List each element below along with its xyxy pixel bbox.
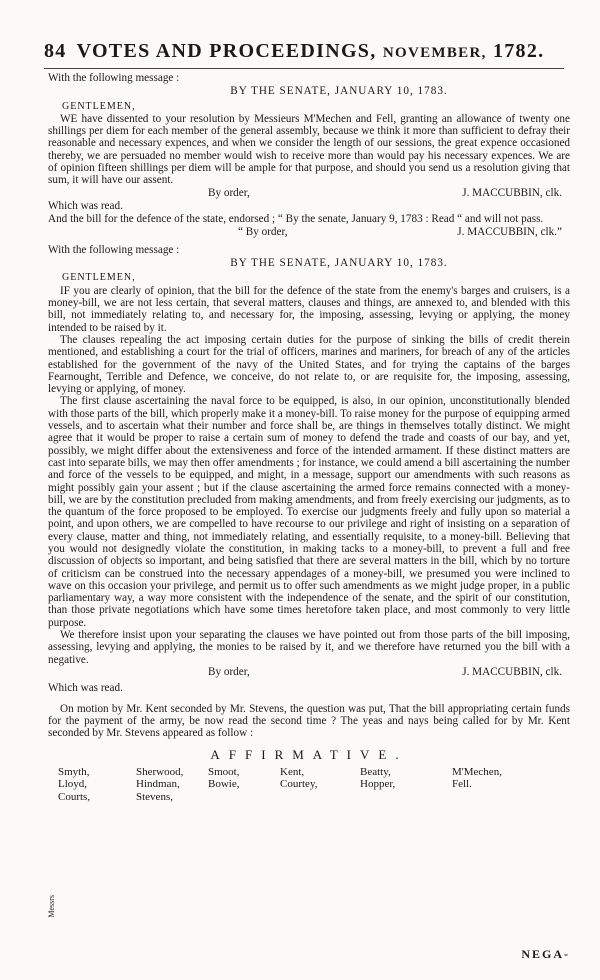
signature-line — [48, 226, 570, 238]
salutation: GENTLEMEN, — [62, 272, 136, 284]
title-month: NOVEMBER, — [382, 45, 487, 61]
affirmative-heading: AFFIRMATIVE. — [210, 747, 408, 763]
vote-name: Fell. — [452, 778, 472, 791]
senate-heading: BY THE SENATE, JANUARY 10, 1783. — [230, 257, 448, 270]
page-number: 84 — [44, 40, 67, 62]
vote-name: Bowie, — [208, 778, 240, 791]
vote-name: Stevens, — [136, 790, 173, 803]
vote-name: Hindman, — [136, 778, 180, 791]
read-line: Which was read. — [48, 199, 123, 212]
senate-heading: BY THE SENATE, JANUARY 10, 1783. — [230, 85, 448, 98]
signature-line — [48, 187, 570, 199]
vote-name: Smoot, — [208, 765, 240, 778]
by-order: By order, — [208, 665, 250, 678]
catchword: NEGA- — [521, 947, 570, 961]
read-line: Which was read. — [48, 682, 123, 695]
vote-name: Smyth, — [58, 765, 90, 778]
intro-line: With the following message : — [48, 72, 180, 84]
by-order: By order, — [208, 186, 250, 199]
vote-name: Sherwood, — [136, 765, 184, 778]
vote-name: Kent, — [280, 765, 305, 778]
by-order: “ By order, — [238, 225, 288, 238]
vote-name: Hopper, — [360, 778, 396, 791]
intro-line: With the following message : — [48, 243, 180, 256]
header-rule — [44, 68, 564, 69]
message-paragraph: The clauses repealing the act imposing certain duties for the purpose of sinking the bills of credit therein mentioned, and establishing a court for the trial of officers, marines and mariners, for breach of any of the articles established for the government of the navy of the United States, and for trying the captains of the barges Fearnought, Terrible and Defence, we conceive, do not relate to, or are requisite for, the imposing, assessing, levying or applying, of money. — [48, 333, 570, 396]
running-header — [44, 40, 564, 63]
clerk-signature: J. MACCUBBIN, clk. — [462, 186, 562, 199]
title-text: VOTES AND PROCEEDINGS, — [76, 40, 377, 62]
title-year: 1782. — [492, 40, 545, 62]
message-paragraph: IF you are clearly of opinion, that the bill for the defence of the state from the enemy's barges and cruisers, is a money-bill, we are not less certain, that several matters, clauses and things, are annexed to, and blended with this bill, not immediately relating to, and necessary for, the imposing, assessing, levying or applying, the money intended to be raised by it. — [48, 284, 570, 334]
document-body — [48, 72, 570, 803]
clerk-signature: J. MACCUBBIN, clk. — [462, 665, 562, 678]
vote-name: Courtey, — [280, 778, 318, 791]
message-paragraph: WE have dissented to your resolution by Messieurs M'Mechen and Fell, granting an allowance of twenty one shillings per diem for each member of the general assembly, because we think it more than sufficient to defray their reasonable and necessary expences, and when we consider the length of our sessions, the great expence occasioned thereby, we are persuaded no member would wish to receive more than would pay his necessary expences. We are of opinion fifteen shillings per diem will be ample for that purpose, and should you send us a resolution giving that sum, it will have our assent. — [48, 112, 570, 187]
vote-name: M'Mechen, — [452, 765, 502, 778]
message-paragraph: We therefore insist upon your separating the clauses we have pointed out from those parts of the bill imposing, assessing, levying and applying, the monies to be raised by it, and we therefore have returned you the bill with a negative. — [48, 629, 570, 666]
vote-name: Lloyd, — [58, 778, 88, 791]
message-paragraph: The first clause ascertaining the naval force to be equipped, is also, in our opinion, unconstitutionally blended with those parts of the bill, which properly make it a money-bill. To raise money for the purpose of equipping armed vessels, and to ascertain what their number and force shall be, are things in themselves totally distinct. We might agree that it would be proper to raise a certain sum of money to defend the trade and coasts of our bay, and yet, possibly, we might differ about the extensiveness and force of the intended armament. If these distinct matters are cast into separate bills, we may then offer amendments ; for instance, we could amend a bill ascertaining the number and force of the vessels to be equipped, and might, in a message, support our amendments with such reasons as might possibly gain your assent ; but if the clause ascertaining the armed force remains connected with a money-bill, we are by the constitution precluded from making amendments, and from freely exercising our judgments, as to the quantum of the force proposed to be employed. To exercise our judgments freely and fully upon so material a point, and upon others, we are compelled to have recourse to our privilege and right of insisting on a separation of every clause, matter and thing, not immediately relating, and essentially requisite, to a money-bill. Believing that you would not designedly violate the constitution, in making tacks to a money-bill, to prevent a full and free discussion of objects so important, and being satisfied that there are several matters in the bill, which by no torture of criticism can be construed into the necessary appendages of a money-bill, we presumed you were inclined to wave on this occasion your privilege, and permit us to offer such amendments as we might judge proper, in a public parliamentary way, a way more consistent with the independence of the senate, and the spirit of our constitution, than those private negotiations which have some times heretofore taken place, and most commonly to very little purpose. — [48, 395, 570, 629]
vote-name: Beatty, — [360, 765, 391, 778]
salutation: GENTLEMEN, — [62, 100, 136, 112]
vote-name: Courts, — [58, 790, 91, 803]
vote-names — [58, 766, 570, 804]
bill-endorsement: And the bill for the defence of the state, endorsed ; “ By the senate, January 9, 1783 : Read “ and will not pass. — [48, 213, 544, 226]
clerk-signature: J. MACCUBBIN, clk.” — [457, 225, 562, 238]
signature-line — [48, 666, 570, 678]
messrs-label: Messrs — [47, 895, 56, 918]
running-title — [77, 40, 564, 63]
motion-paragraph: On motion by Mr. Kent seconded by Mr. Stevens, the question was put, That the bill appropriating certain funds for the payment of the army, be now read the second time ? The yeas and nays being called for by Mr. Kent seconded by Mr. Stevens appeared as follow : — [48, 702, 570, 740]
